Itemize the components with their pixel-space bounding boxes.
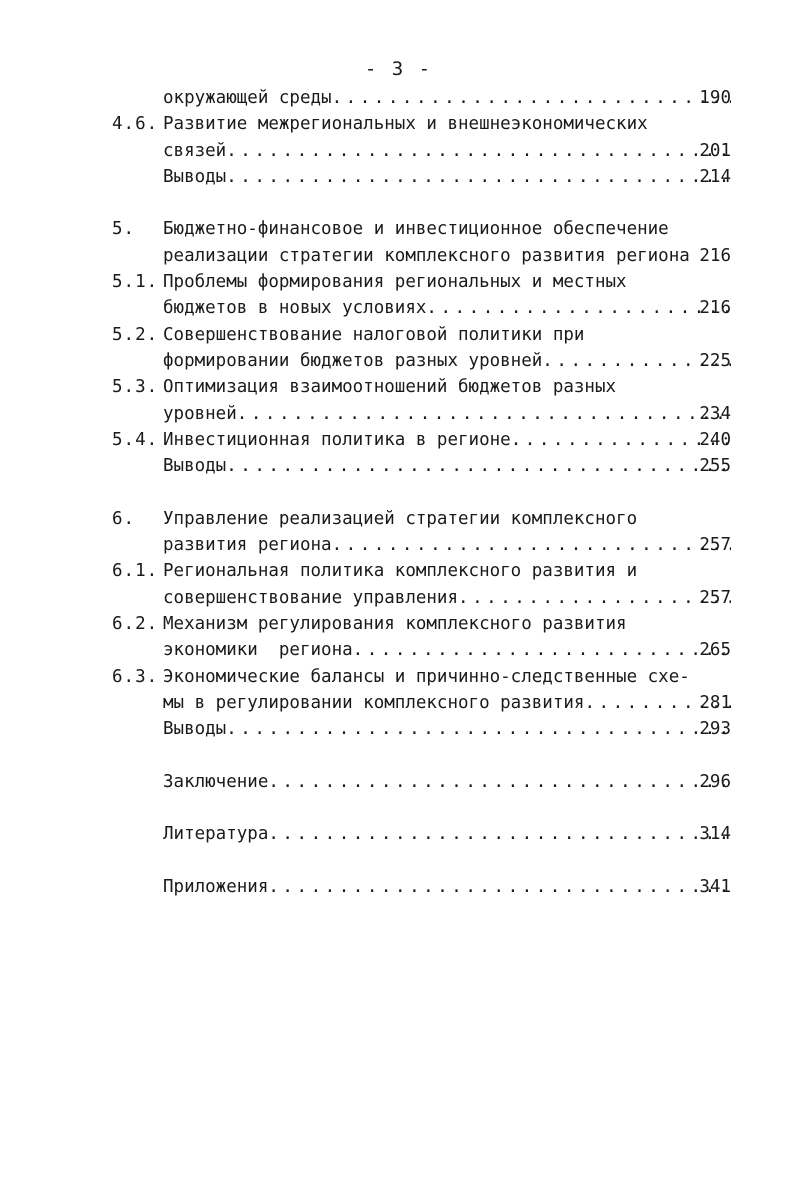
- toc-entry: [0, 85, 797, 111]
- toc-page-number: 214: [699, 166, 731, 187]
- toc-entry-text: экономики региона: [163, 640, 353, 661]
- toc-chapter: [0, 506, 797, 532]
- toc-section-number: 4.6.: [112, 114, 159, 135]
- toc-page-number: 296: [699, 771, 731, 792]
- toc-entry-continuation: [0, 348, 797, 374]
- toc-page-number: 265: [699, 640, 731, 661]
- toc-entry: [0, 374, 797, 400]
- toc-page-number: 234: [699, 403, 731, 424]
- toc-entry-text: формировании бюджетов разных уровней: [163, 350, 543, 371]
- toc-entry-text: Приложения: [163, 876, 269, 897]
- toc-entry-text: Выводы: [163, 719, 227, 740]
- toc-entry: [0, 453, 797, 479]
- toc-entry-text: Выводы: [163, 166, 227, 187]
- toc-section-number: 5.: [112, 219, 136, 240]
- toc-entry: [0, 558, 797, 584]
- toc-page-number: 240: [699, 429, 731, 450]
- toc-entry-text: Управление реализацией стратегии комплексного: [163, 508, 638, 529]
- toc-entry-text: бюджетов в новых условиях: [163, 298, 427, 319]
- toc-entry-text: окружающей среды: [163, 88, 332, 108]
- toc-entry-text: Региональная политика комплексного развития и: [163, 561, 638, 582]
- toc-entry-text: Развитие межрегиональных и внешнеэкономических: [163, 114, 648, 135]
- toc-entry-text: мы в регулировании комплексного развития: [163, 692, 585, 713]
- toc-entry-text: Бюджетно-финансовое и инвестиционное обеспечение: [163, 219, 669, 240]
- toc-entry-text: Проблемы формирования региональных и местных: [163, 272, 627, 293]
- toc-entry-text: Инвестиционная политика в регионе: [163, 429, 511, 450]
- toc-section-number: 6.: [112, 508, 136, 529]
- toc-entry-text: уровней: [163, 403, 237, 424]
- toc-entry-text: Совершенствование налоговой политики при: [163, 324, 585, 345]
- toc-section-number: 6.3.: [112, 666, 159, 687]
- toc-section-number: 6.2.: [112, 613, 159, 634]
- toc-entry-continuation: [0, 401, 797, 427]
- toc-entry: [0, 664, 797, 690]
- toc-section-number: 5.3.: [112, 377, 159, 398]
- toc-entry: [0, 164, 797, 190]
- toc-entry-continuation: [0, 243, 797, 269]
- toc-page-number: 216: [699, 245, 731, 266]
- toc-page-number: 255: [699, 456, 731, 477]
- toc-entry: [0, 269, 797, 295]
- toc-section-number: 6.1.: [112, 561, 159, 582]
- toc-page-number: 225: [699, 350, 731, 371]
- toc-entry-continuation: [0, 138, 797, 164]
- toc-page-number: 190: [699, 88, 731, 108]
- toc-entry: [0, 821, 797, 847]
- toc-entry-text: Заключение: [163, 771, 269, 792]
- toc-entry-text: Литература: [163, 824, 269, 845]
- toc-section-number: 5.4.: [112, 429, 159, 450]
- toc-page-number: 341: [699, 876, 731, 897]
- toc-entry-text: Механизм регулирования комплексного развития: [163, 613, 627, 634]
- toc-entry: [0, 322, 797, 348]
- toc-entry-continuation: [0, 585, 797, 611]
- toc-page-number: 281: [699, 692, 731, 713]
- toc-page-number: 257: [699, 587, 731, 608]
- toc-page-number: 293: [699, 719, 731, 740]
- toc-page-number: 314: [699, 824, 731, 845]
- toc-entry-text: Экономические балансы и причинно-следственные схе-: [163, 666, 690, 687]
- toc-page-number: 216: [699, 298, 731, 319]
- toc-entry-continuation: [0, 295, 797, 321]
- toc-entry-text: реализации стратегии комплексного развития региона: [163, 245, 690, 266]
- toc-section-number: 5.2.: [112, 324, 159, 345]
- toc-chapter: [0, 216, 797, 242]
- toc-entry-text: Оптимизация взаимоотношений бюджетов разных: [163, 377, 617, 398]
- toc-section-number: 5.1.: [112, 272, 159, 293]
- toc-page-number: 201: [699, 140, 731, 161]
- toc-entry-continuation: [0, 532, 797, 558]
- toc-entry-continuation: [0, 637, 797, 663]
- page-number: - 3 -: [364, 58, 433, 80]
- toc-entry: [0, 716, 797, 742]
- table-of-contents: [0, 85, 797, 900]
- toc-entry: [0, 611, 797, 637]
- toc-entry-continuation: [0, 690, 797, 716]
- toc-page-number: 257: [699, 535, 731, 556]
- toc-entry: [0, 769, 797, 795]
- toc-entry-text: связей: [163, 140, 227, 161]
- toc-entry: [0, 874, 797, 900]
- toc-entry-text: Выводы: [163, 456, 227, 477]
- toc-entry-text: развития региона: [163, 535, 332, 556]
- toc-entry: [0, 111, 797, 137]
- toc-entry: [0, 427, 797, 453]
- toc-entry-text: совершенствование управления: [163, 587, 459, 608]
